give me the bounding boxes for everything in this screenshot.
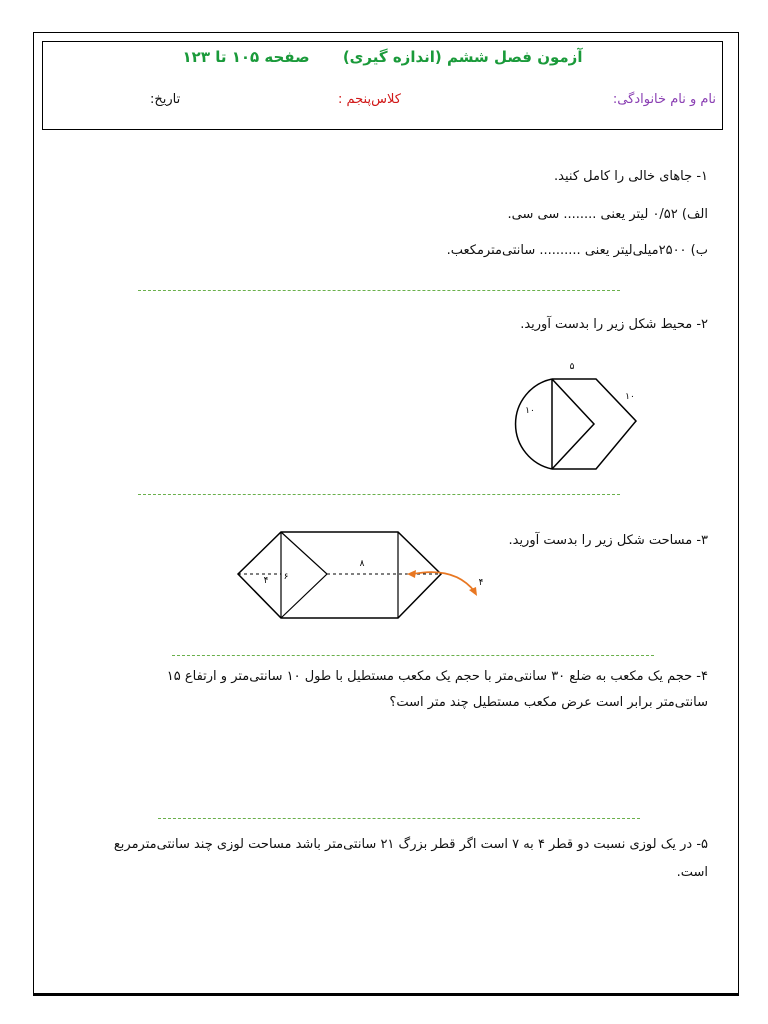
q2-label-diameter: ۱۰ (525, 406, 535, 416)
q2-label-top: ۵ (569, 362, 575, 372)
q3-label-length: ۸ (359, 559, 365, 569)
q3-label-height: ۶ (283, 572, 289, 582)
q4-line-2: سانتی‌متر برابر است عرض مکعب مستطیل چند متر است؟ (389, 695, 708, 710)
q1-prompt: ۱- جاهای خالی را کامل کنید. (554, 169, 708, 184)
q3-arrow-head-right (469, 587, 477, 596)
separator-4 (158, 818, 640, 819)
class-label: کلاس‌پنجم : (338, 92, 401, 107)
q3-arrow-head-left (407, 570, 416, 578)
q3-arrow (413, 572, 475, 592)
exam-title-pages: صفحه ۱۰۵ تا ۱۲۳ (182, 48, 310, 66)
exam-title (42, 48, 723, 66)
q3-figure (235, 530, 495, 625)
q3-label-right-width: ۴ (478, 578, 484, 588)
exam-title-main: آزمون فصل ششم (اندازه گیری) (342, 48, 583, 66)
q2-figure (500, 355, 650, 475)
q2-prompt: ۲- محیط شکل زیر را بدست آورید. (520, 317, 708, 332)
q5-line-2: است. (676, 865, 708, 880)
name-label: نام و نام خانوادگی: (612, 92, 716, 107)
q1-part-a: الف) ۰/۵۲ لیتر یعنی ........ سی سی. (507, 207, 708, 222)
q2-semicircle (516, 379, 552, 469)
q3-prompt: ۳- مساحت شکل زیر را بدست آورید. (508, 533, 708, 548)
separator-3 (172, 655, 654, 656)
q5-line-1: ۵- در یک لوزی نسبت دو قطر ۴ به ۷ است اگر قطر بزرگ ۲۱ سانتی‌متر باشد مساحت لوزی چند سانتی‌مترمربع (113, 837, 708, 852)
q3-label-left-width: ۴ (263, 576, 269, 586)
q2-inner-triangle (552, 379, 594, 469)
date-label: تاریخ: (150, 92, 181, 107)
separator-1 (138, 290, 620, 291)
q4-line-1: ۴- حجم یک مکعب به ضلع ۳۰ سانتی‌متر با حجم یک مکعب مستطیل با طول ۱۰ سانتی‌متر و ارتفاع ۱۵ (166, 669, 708, 684)
q2-label-right: ۱۰ (625, 392, 635, 402)
q1-part-b: ب) ۲۵۰۰میلی‌لیتر یعنی .......... سانتی‌مترمکعب. (446, 243, 708, 258)
separator-2 (138, 494, 620, 495)
